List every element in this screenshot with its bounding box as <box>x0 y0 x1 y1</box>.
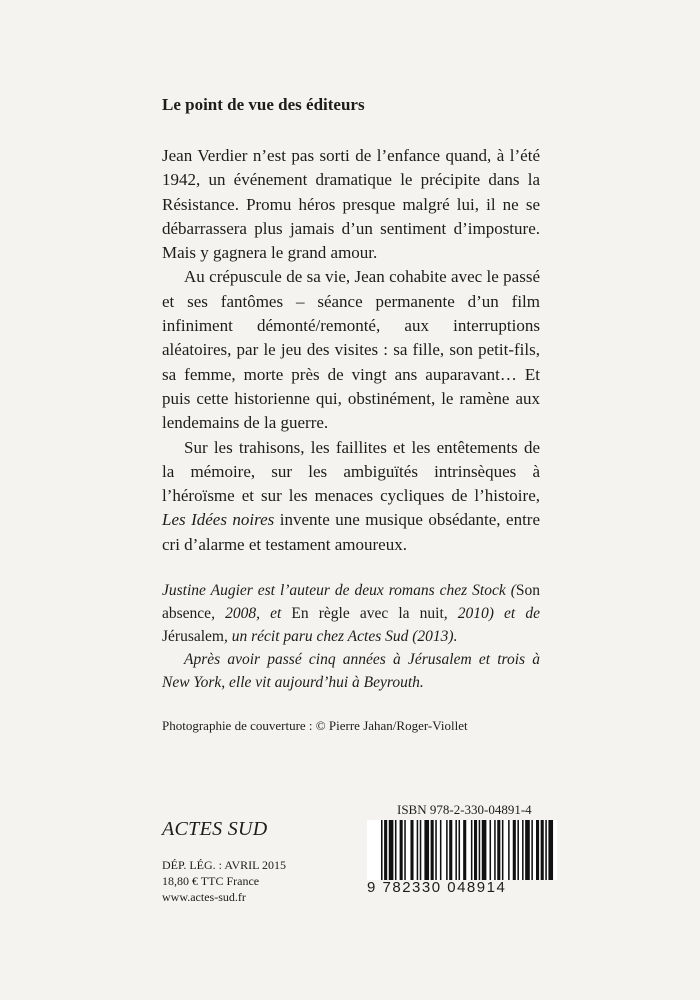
barcode-digits: 9 782330 048914 <box>367 879 507 896</box>
legal-info <box>162 857 286 905</box>
bio-text: Justine Augier est l’auteur de deux romans chez Stock ( <box>162 582 516 600</box>
publisher-name: ACTES SUD <box>162 818 268 840</box>
blurb-paragraph-3-start: Sur les trahisons, les faillites et les entêtements de la mémoire, sur les ambiguïtés intrinsèques à l’héroïsme et sur les menaces cycliques de l’histoire, <box>162 437 540 506</box>
website: www.actes-sud.fr <box>162 890 246 904</box>
isbn-label: ISBN 978-2-330-04891-4 <box>397 802 532 817</box>
bio-text: , 2008, et <box>211 605 292 623</box>
blurb-paragraph-3 <box>162 436 540 557</box>
book-title: Les Idées noires <box>162 510 275 530</box>
barcode-icon <box>367 820 557 880</box>
cover-text-column <box>162 84 540 694</box>
blurb <box>162 144 540 557</box>
photo-credit: Photographie de couverture : © Pierre Jahan/Roger-Viollet <box>162 718 468 733</box>
legal-deposit: DÉP. LÉG. : AVRIL 2015 <box>162 858 287 872</box>
blurb-paragraph-2: Au crépuscule de sa vie, Jean cohabite avec le passé et ses fantômes – séance permanente d’un film infiniment démonté/remonté, aux interruptions aléatoires, par le jeu des visites : sa fille, son petit-fils, sa femme, morte près de vingt ans auparavant… Et puis cette historienne qui, obstinément, le ramène aux lendemains de la guerre. <box>162 267 540 433</box>
author-bio <box>162 579 540 694</box>
section-heading: Le point de vue des éditeurs <box>162 95 365 114</box>
bio-text: , 2010) et de <box>443 605 540 623</box>
price: 18,80 € TTC France <box>162 874 260 888</box>
bio-text: , un récit paru chez Actes Sud (2013). <box>223 628 458 646</box>
blurb-paragraph-3-end: invente une musique obsédante, entre cri d’alarme et testament amoureux. <box>162 510 540 554</box>
author-bio-paragraph-1 <box>162 579 540 648</box>
bio-book-title: Jérusalem <box>162 628 224 646</box>
blurb-paragraph-1: Jean Verdier n’est pas sorti de l’enfance quand, à l’été 1942, un événement dramatique le précipite dans la Résistance. Promu héros presque malgré lui, il ne se débarrassera plus jamais d’un sentiment d’imposture. Mais y gagnera le grand amour. <box>162 146 540 263</box>
barcode-block <box>367 802 557 898</box>
bio-book-title: Son absence <box>162 582 540 623</box>
author-bio-paragraph-2: Après avoir passé cinq années à Jérusalem et trois à New York, elle vit aujourd’hui à Beyrouth. <box>162 651 540 692</box>
bio-book-title: En règle avec la nuit <box>291 605 444 623</box>
